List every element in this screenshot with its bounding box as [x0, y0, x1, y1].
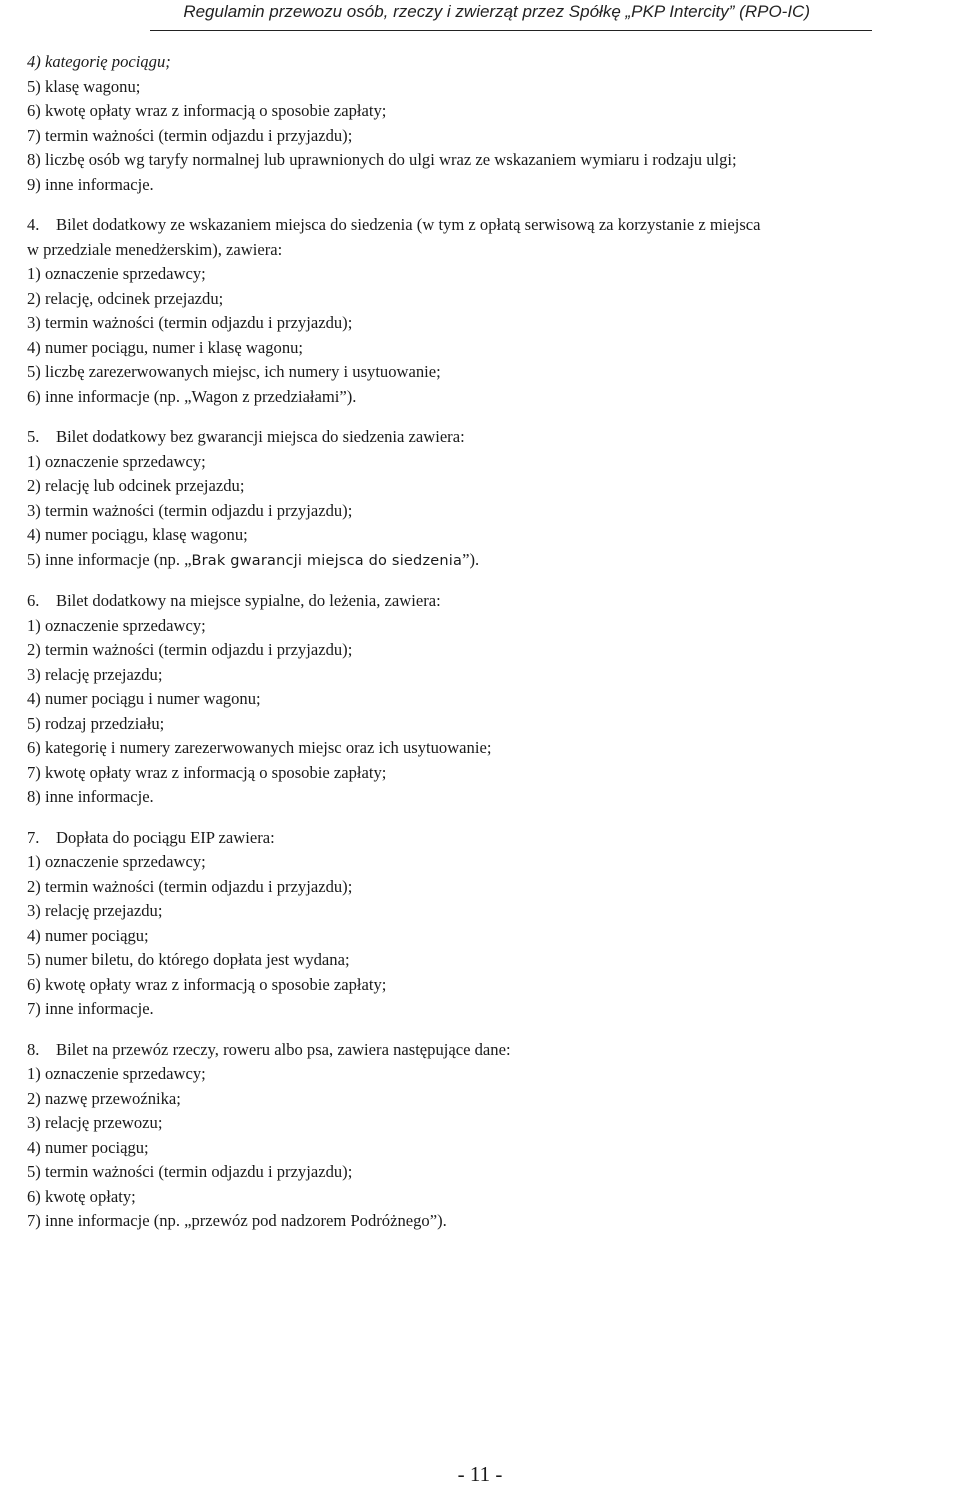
section-number: 4. [27, 215, 40, 234]
list-item: 7) kwotę opłaty wraz z informacją o sposobie zapłaty; [27, 762, 387, 782]
section-heading-text: Bilet dodatkowy na miejsce sypialne, do leżenia, zawiera: [56, 591, 441, 610]
list-item: 5) klasę wagonu; [27, 76, 141, 96]
section-heading-text: Bilet na przewóz rzeczy, roweru albo psa, zawiera następujące dane: [56, 1039, 511, 1059]
section-number: 7. [27, 827, 40, 847]
list-item: 6) kwotę opłaty; [27, 1186, 136, 1206]
list-item: 1) oznaczenie sprzedawcy; [27, 451, 206, 471]
list-item: 5) liczbę zarezerwowanych miejsc, ich numery i usytuowanie; [27, 362, 441, 381]
list-item: 6) kwotę opłaty wraz z informacją o sposobie zapłaty; [27, 101, 387, 120]
list-item: 7) inne informacje. [27, 999, 154, 1018]
section-number: 5. [27, 427, 40, 446]
list-item: 8) liczbę osób wg taryfy normalnej lub uprawnionych do ulgi wraz ze wskazaniem wymiaru i rodzaju ulgi; [27, 150, 737, 169]
list-item [27, 548, 942, 574]
list-item: 7) termin ważności (termin odjazdu i przyjazdu); [27, 125, 353, 145]
list-item: 1) oznaczenie sprzedawcy; [27, 615, 206, 635]
list-item: 5) rodzaj przedziału; [27, 713, 165, 733]
section-heading [27, 425, 942, 450]
list-item: 3) relację przejazdu; [27, 664, 163, 684]
section-number: 6. [27, 591, 40, 610]
section-6 [27, 589, 942, 810]
list-item: 2) relację, odcinek przejazdu; [27, 288, 224, 308]
section-heading-text: Bilet dodatkowy bez gwarancji miejsca do siedzenia zawiera: [56, 427, 465, 446]
list-item: 2) termin ważności (termin odjazdu i przyjazdu); [27, 876, 353, 896]
list-item: 3) relację przejazdu; [27, 901, 163, 920]
section-heading [27, 1038, 942, 1063]
section-heading [27, 826, 942, 851]
list-item: 1) oznaczenie sprzedawcy; [27, 1064, 206, 1083]
list-item-suffix: ”). [462, 549, 480, 569]
list-item: 6) inne informacje (np. „Wagon z przedziałami”). [27, 386, 357, 406]
section-4 [27, 213, 942, 409]
list-item-prefix: 5) inne informacje (np. „ [27, 549, 192, 569]
list-item: 5) termin ważności (termin odjazdu i przyjazdu); [27, 1162, 353, 1181]
list-item: 6) kwotę opłaty wraz z informacją o sposobie zapłaty; [27, 974, 387, 994]
section-heading-continuation: w przedziale menedżerskim), zawiera: [27, 239, 283, 259]
section-heading-text: Bilet dodatkowy ze wskazaniem miejsca do siedzenia (w tym z opłatą serwisową za korzystanie z miejsca [56, 215, 761, 234]
section-5 [27, 425, 942, 573]
list-item: 4) numer pociągu, klasę wagonu; [27, 525, 248, 544]
list-item: 2) relację lub odcinek przejazdu; [27, 476, 245, 495]
list-item: 7) inne informacje (np. „przewóz pod nadzorem Podróżnego”). [27, 1211, 447, 1230]
list-item: 1) oznaczenie sprzedawcy; [27, 852, 206, 871]
list-item [27, 50, 942, 75]
list-item-quote: Brak gwarancji miejsca do siedzenia [191, 552, 463, 569]
list-item: 3) termin ważności (termin odjazdu i przyjazdu); [27, 500, 353, 520]
section-7 [27, 826, 942, 1022]
list-item: 2) termin ważności (termin odjazdu i przyjazdu); [27, 640, 353, 659]
document-title: Regulamin przewozu osób, rzeczy i zwierząt przez Spółkę „PKP Intercity” (RPO-IC) [183, 2, 810, 21]
list-item: 8) inne informacje. [27, 787, 154, 806]
list-item: 9) inne informacje. [27, 174, 154, 194]
section-number: 8. [27, 1039, 40, 1059]
list-item: 1) oznaczenie sprzedawcy; [27, 264, 206, 283]
section-heading [27, 589, 942, 614]
list-item: 6) kategorię i numery zarezerwowanych miejsc oraz ich usytuowanie; [27, 738, 492, 757]
list-item: 4) numer pociągu; [27, 1137, 149, 1157]
document-body [27, 50, 942, 1234]
list-item-text: 4) kategorię pociągu; [27, 52, 171, 71]
section-heading [27, 213, 942, 238]
list-item: 3) termin ważności (termin odjazdu i przyjazdu); [27, 313, 353, 332]
list-item: 4) numer pociągu; [27, 925, 149, 945]
list-item: 4) numer pociągu, numer i klasę wagonu; [27, 337, 304, 357]
section-8 [27, 1038, 942, 1234]
continued-list [27, 50, 942, 197]
list-item: 3) relację przewozu; [27, 1113, 163, 1132]
list-item: 5) numer biletu, do którego dopłata jest wydana; [27, 950, 350, 969]
page-header [150, 0, 872, 31]
section-heading-text: Dopłata do pociągu EIP zawiera: [56, 827, 275, 847]
list-item: 2) nazwę przewoźnika; [27, 1088, 181, 1108]
list-item: 4) numer pociągu i numer wagonu; [27, 689, 261, 708]
page-number: - 11 - [457, 1462, 503, 1486]
